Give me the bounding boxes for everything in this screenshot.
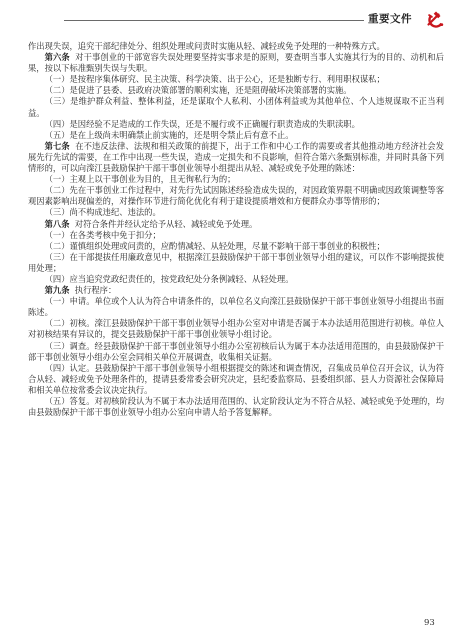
paragraph — [28, 74, 444, 85]
paragraph-text: （五）是在上级尚未明确禁止前实施的，还是明令禁止后有意不止。 — [44, 129, 294, 140]
paragraph — [28, 252, 444, 274]
paragraph-text: （二）先在干事创业工作过程中，对先行先试因陈述经验造成失误的，对因政策界限不明确或因政策调整等客观因素影响出现偏差的，对操作环节进行简化优化有利于建设提质增效和方便群众办事等情形的； — [28, 185, 444, 207]
paragraph-text: （二）初核。滦江县鼓励保护干部干事创业领导小组办公室对申请是否属于本办法适用范围进行初核。单位人对初核结果有异议的，提交县鼓励保护干部干事创业领导小组讨论。 — [28, 318, 444, 340]
page-header — [0, 0, 468, 36]
paragraph — [28, 96, 444, 118]
paragraph — [28, 396, 444, 418]
article-heading: 第八条 — [44, 218, 70, 229]
paragraph — [28, 274, 444, 285]
paragraph-text: （五）答复。对初核阶段认为不属于本办法适用范围的、认定阶段认定为不符合从轻、减轻或免予处理的，均由县鼓励保护干部干事创业领导小组办公室向申请人给予答复解释。 — [28, 396, 444, 418]
paragraph — [28, 119, 444, 130]
paragraph-text: （四）是因经验不足造成的工作失误，还是不履行或不正确履行职责造成的失职渎职。 — [44, 118, 360, 129]
paragraph — [28, 130, 444, 141]
paragraph-text: （三）是维护群众利益、整体利益，还是谋取个人私利、小团体利益或为其他单位、个人违规谋取不正当利益。 — [28, 96, 444, 118]
paragraph-text: （四）应当追究党政纪责任的，按党政纪处分条例减轻、从轻处理。 — [44, 273, 294, 284]
paragraph — [28, 41, 444, 52]
article-heading: 第九条 — [44, 285, 70, 296]
paragraph-text: （一）主观上以干事创业为目的，且无徇私行为的； — [44, 174, 236, 185]
paragraph-text: （四）认定。县鼓励保护干部干事创业领导小组根据提交的陈述和调查情况，召集成员单位召开会议，认为符合从轻、减轻或免予处理条件的，提请县委常委会研究决定，县纪委监察局、县委组织部、县人力资源社会保障局和相关单位按常委会议决定执行。 — [28, 362, 444, 395]
paragraph-text: （一）申请。单位或个人认为符合申请条件的，以单位名义向滦江县鼓励保护干部干事创业领导小组提出书面陈述。 — [28, 296, 444, 318]
paragraph — [28, 296, 444, 318]
paragraph-text: 对干事创业的干部宽容失误处理要坚持实事求是的原则，要查明当事人实施其行为的目的、动机和后果，按以下标准甄别失误与失职。 — [28, 52, 444, 74]
paragraph — [28, 363, 444, 396]
paragraph-text: （三）在干部提拔任用廉政意见中，根据滦江县鼓励保护干部干事创业领导小组的建议，可以作不影响提拔使用处理； — [28, 251, 444, 273]
article-heading: 第七条 — [44, 140, 70, 151]
paragraph — [28, 241, 444, 252]
paragraph-text: （三）调查。经县鼓励保护干部干事创业领导小组办公室初核后认为属于本办法适用范围的，由县鼓励保护干部干事创业领导小组办公室会同相关单位开展调查，收集相关证据。 — [28, 340, 444, 362]
paragraph — [28, 318, 444, 340]
paragraph-text: （二）是促进了县委、县政府决策部署的顺利实施，还是阻碍破坏决策部署的实施。 — [44, 85, 352, 96]
paragraph-text: （一）是按程序集体研究、民主决策、科学决策、出于公心，还是独断专行、利用职权谋私； — [44, 74, 385, 85]
paragraph-text: 在不违反法律、法规和相关政策的前提下，出于工作和中心工作的需要或者其他推动地方经济社会发展先行先试的需要，在工作中出现一些失误，造成一定损失和不良影响，但符合第六条甄别标准，并同时具备下列情形的，可以向滦江县鼓励保护干部干事创业领导小组提出从轻、减轻或免予处理的陈述： — [28, 140, 444, 174]
paragraph — [28, 230, 444, 241]
paragraph — [28, 207, 444, 218]
paragraph-text: （三）尚不构成违纪、违法的。 — [44, 207, 161, 218]
paragraph-text: （一）在各类考核中免于扣分； — [44, 229, 161, 240]
paragraph-text: 作出现失误，追究干部纪律处分、组织处理或问责时实施从轻、减轻或免予处理的一种特殊方式。 — [28, 41, 385, 51]
paragraph — [28, 174, 444, 185]
paragraph — [28, 185, 444, 207]
header-rule — [64, 20, 364, 21]
paragraph-text: （二）谨慎组织处理或问责的，应酌情减轻、从轻处理，尽量不影响干部干事创业的积极性； — [44, 240, 385, 251]
paragraph — [28, 141, 444, 174]
paragraph — [28, 341, 444, 363]
document-body — [28, 41, 444, 418]
party-emblem-icon — [425, 8, 445, 28]
paragraph-text: 对符合条件并经认定给予从轻、减轻或免予处理。 — [74, 218, 258, 229]
paragraph — [28, 85, 444, 96]
header-title: 重要文件 — [368, 13, 412, 25]
paragraph — [28, 219, 444, 230]
article-heading: 第六条 — [44, 52, 70, 63]
paragraph — [28, 285, 444, 296]
paragraph-text: 执行程序： — [74, 285, 117, 296]
page-number: 93 — [424, 618, 435, 628]
paragraph — [28, 52, 444, 74]
